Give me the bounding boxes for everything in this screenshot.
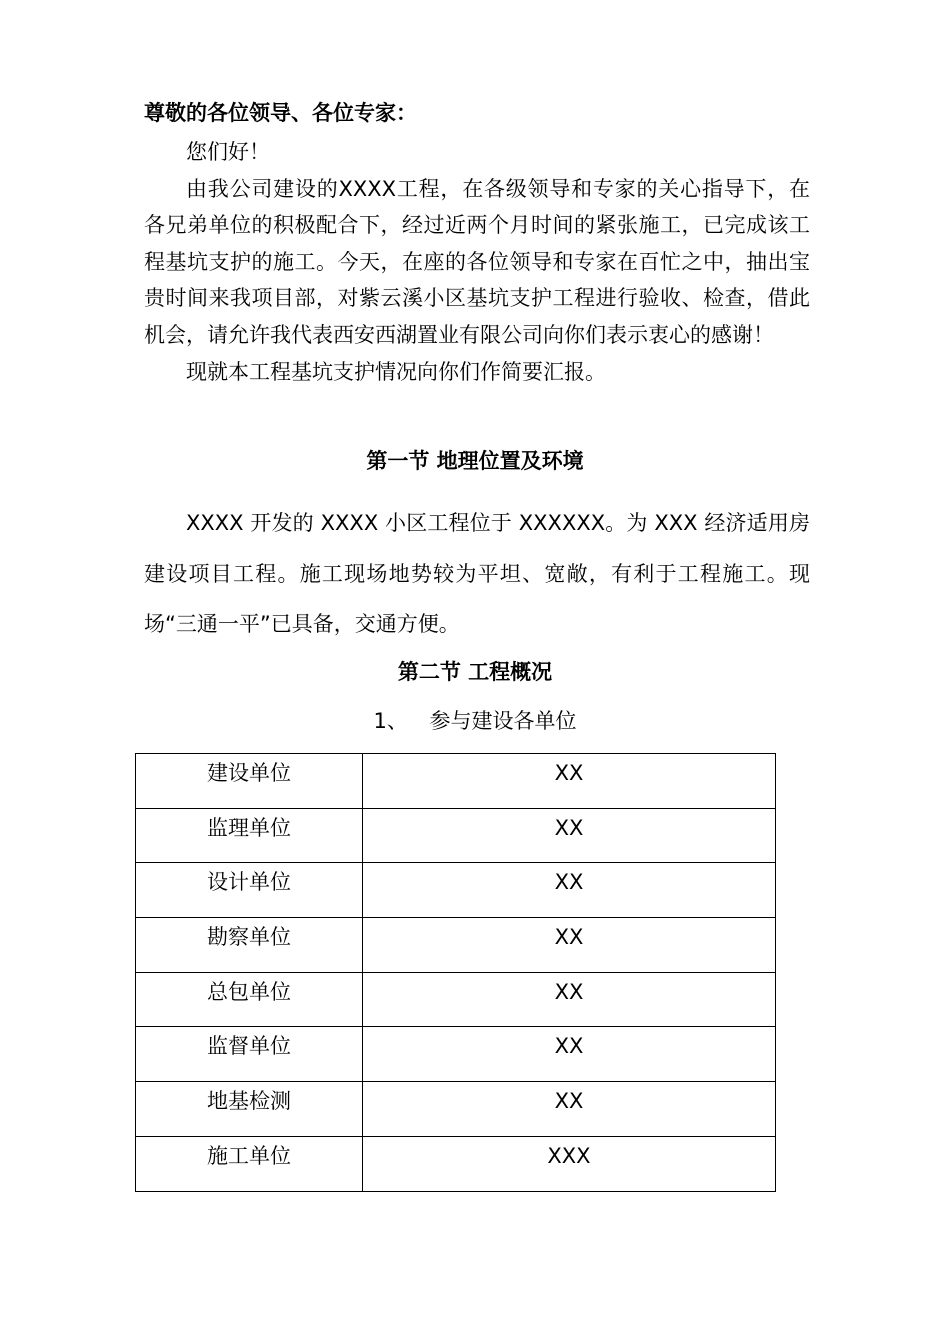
table-row: [136, 754, 776, 809]
unit-value-cell: XX: [363, 863, 776, 918]
unit-role-cell: 建设单位: [136, 754, 363, 809]
units-table: [135, 753, 776, 1192]
table-row: [136, 863, 776, 918]
unit-value-cell: XXX: [363, 1136, 776, 1191]
unit-role-cell: 勘察单位: [136, 918, 363, 973]
unit-role-cell: 监督单位: [136, 1027, 363, 1082]
section1-paragraph: XXXX 开发的 XXXX 小区工程位于 XXXXXX。为 XXX 经济适用房建设项目工程。施工现场地势较为平坦、宽敞，有利于工程施工。现场“三通一平”已具备，交通方便。: [144, 511, 810, 636]
table-row: [136, 918, 776, 973]
letter-paragraph: 现就本工程基坑支护情况向你们作简要汇报。: [186, 359, 606, 384]
table-row: [136, 1027, 776, 1082]
greeting: 尊敬的各位领导、各位专家：: [144, 101, 417, 125]
unit-role-cell: 设计单位: [136, 863, 363, 918]
table-row: [136, 808, 776, 863]
table-row: [136, 1082, 776, 1137]
unit-value-cell: XX: [363, 1082, 776, 1137]
section1-heading: 第一节 地理位置及环境: [366, 449, 584, 473]
section2-heading: 第二节 工程概况: [397, 660, 553, 684]
unit-value-cell: XX: [363, 972, 776, 1027]
unit-role-cell: 地基检测: [136, 1082, 363, 1137]
letter-body: [144, 134, 810, 390]
letter-paragraph: 您们好！: [186, 140, 270, 164]
letter-paragraph: 由我公司建设的XXXX工程，在各级领导和专家的关心指导下，在各兄弟单位的积极配合下，经过近两个月时间的紧张施工，已完成该工程基坑支护的施工。今天，在座的各位领导和专家在百忙之中，抽出宝贵时间来我项目部，对紫云溪小区基坑支护工程进行验收、检查，借此机会，请允许我代表西安西湖置业有限公司向你们表示衷心的感谢！: [144, 176, 810, 347]
unit-value-cell: XX: [363, 918, 776, 973]
unit-role-cell: 总包单位: [136, 972, 363, 1027]
section1-body: [144, 498, 810, 650]
unit-value-cell: XX: [363, 808, 776, 863]
subheading-number: 1、: [373, 709, 408, 733]
subheading-text: 参与建设各单位: [429, 709, 577, 733]
unit-role-cell: 施工单位: [136, 1136, 363, 1191]
unit-role-cell: 监理单位: [136, 808, 363, 863]
unit-value-cell: XX: [363, 754, 776, 809]
table-row: [136, 1136, 776, 1191]
section2-subheading: [0, 706, 950, 736]
unit-value-cell: XX: [363, 1027, 776, 1082]
table-row: [136, 972, 776, 1027]
